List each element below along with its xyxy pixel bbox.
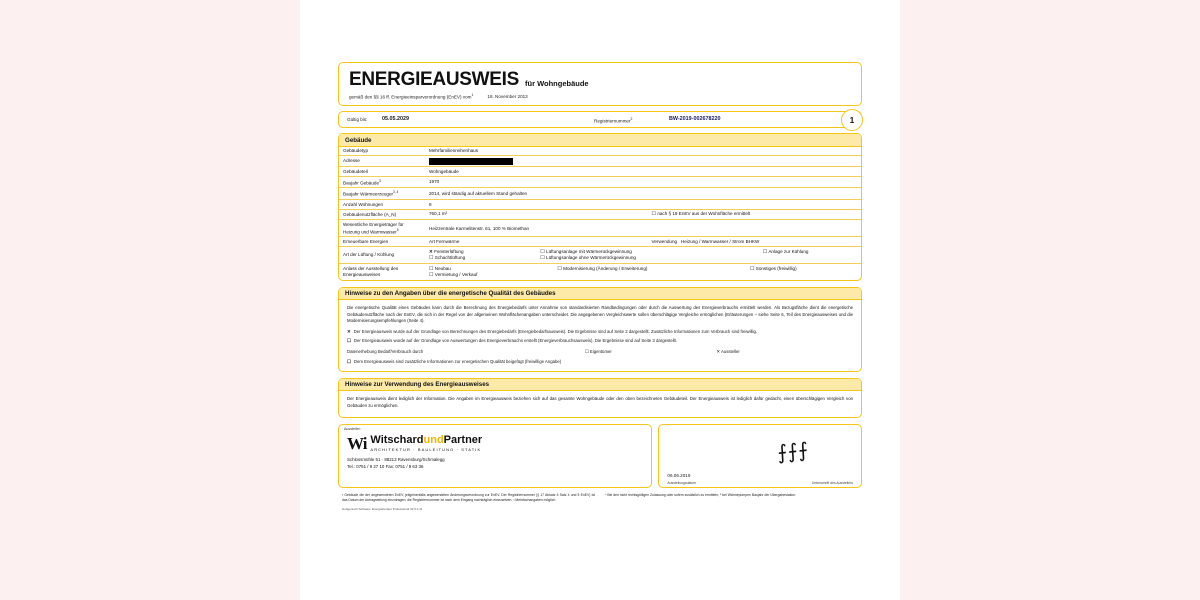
occasion-options: [429, 266, 857, 279]
legal-superscript: 1: [471, 92, 474, 97]
row-label-superscript: 5: [396, 227, 399, 232]
issue-date: 06.06.2019: [667, 473, 691, 479]
ventilation-option-label: Fensterlüftung: [434, 249, 464, 254]
row-label: Gebäudetyp: [343, 148, 369, 154]
row-value: 1970: [425, 177, 861, 188]
data-collection-issuer-label: Aussteller: [720, 349, 740, 355]
checkbox-icon[interactable]: ☐: [429, 254, 434, 261]
table-row: [339, 147, 861, 156]
document-page: [300, 0, 900, 600]
row-label: Gebäudeteil: [339, 167, 425, 177]
table-row: [339, 264, 861, 280]
registration-number: BW-2019-002678220: [669, 116, 721, 122]
renewables-row: [429, 239, 857, 245]
usage-notes-section: [338, 378, 862, 418]
checkbox-checked-icon[interactable]: ✕: [429, 249, 433, 254]
area-value-row: [429, 211, 857, 217]
quality-option-bedarf-label: Der Energieausweis wurde auf der Grundlage von Berechnungen des Energiebedarfs (Energiebedarfsausweis). Die Ergebnisse sind auf Seite 2 dargestellt. Zusätzliche Informationen zum Verbrauch sind freiwillig.: [353, 328, 758, 334]
row-label-text: Baujahr Wärmeerzeuger: [343, 191, 394, 197]
program-credit: Hottgenroth Software, Energieberater Professional 32.6.2.11: [342, 507, 423, 512]
ventilation-option[interactable]: [763, 249, 857, 255]
ventilation-col-1: [429, 249, 540, 262]
checkbox-icon[interactable]: ☐: [749, 265, 755, 272]
row-value-redacted: [425, 156, 861, 167]
checkbox-icon[interactable]: ☐: [651, 211, 657, 218]
row-label: [339, 188, 425, 199]
row-label-text: Baujahr Gebäude: [343, 180, 380, 186]
data-collection-owner[interactable]: [585, 349, 717, 355]
renewables-usage: [652, 239, 760, 245]
occasion-option-label: Sonstiges (freiwillig): [755, 265, 797, 271]
issuer-name: [370, 435, 482, 446]
renewables-usage-value: Heizung / Warmwasser / Strom BHKW: [680, 239, 760, 245]
usage-notes-paragraph: Der Energieausweis dient lediglich der Information. Die Angaben im Energieausweis beziehen sich auf das gesamte Wohngebäude oder den oben bezeichneten Gebäudeteil. Der Energieausweis ist lediglich dafür gedacht, einen überschlägigen Vergleich von Gebäuden zu ermöglichen.: [347, 396, 853, 408]
row-value: 2014, wird ständig auf aktuellem Stand gehalten: [425, 188, 861, 199]
issue-date-caption: Ausstellungsdatum: [667, 481, 697, 486]
page-title: ENERGIEAUSWEIS: [349, 69, 519, 90]
energieausweis-sheet: [338, 62, 862, 586]
checkbox-icon[interactable]: ☐: [347, 338, 351, 344]
row-value: Heizzentrale Karmelitenstr. 61, 100 % Biomethan: [425, 220, 861, 237]
checkbox-icon[interactable]: ☐: [584, 349, 589, 355]
row-label-superscript: 3: [379, 178, 381, 183]
title-line: [349, 70, 851, 89]
page-subtitle: für Wohngebäude: [525, 79, 589, 88]
building-table: [339, 147, 861, 280]
row-label: [339, 220, 425, 237]
issuer-logo-icon: Wi: [347, 434, 367, 454]
quality-option-additional[interactable]: [339, 359, 861, 370]
quality-notes-section: [338, 287, 862, 372]
ventilation-col-2: [540, 249, 763, 262]
row-value: Mehrfamilienreihenhaus: [429, 148, 479, 154]
ventilation-option[interactable]: [429, 255, 540, 261]
row-label: Anlass der Ausstellung des Energieausweises: [339, 264, 425, 280]
checkbox-icon[interactable]: ☐: [762, 249, 768, 255]
row-value: [425, 209, 861, 219]
row-value: 8: [425, 199, 861, 209]
validity-row: [338, 111, 862, 128]
header-block: [338, 62, 862, 106]
issuer-logo-row: [339, 431, 651, 452]
row-value: Wohngebäude: [425, 167, 861, 177]
occasion-col-3: [750, 266, 857, 279]
footnote-left: ³ Gebäude die der angewendeten EnEV, jeligeinenfalls angewendeten Änderungsverordnung zur EnEV. Der Registriernummer (§ 17 Absatz 4 Satz 4 und 5 EnEV) ist das Datum der Antragstellung einzutragen; die Registriernummer ist nach dem Eingang nachträglich einzusetzen. ² Mehrfachangaben möglich: [342, 493, 595, 503]
table-row: [339, 177, 861, 188]
area-method: [652, 211, 751, 217]
ventilation-option-label: Lüftungsanlage ohne Wärmerückgewinnung: [546, 255, 636, 261]
occasion-option-label: Vermietung / Verkauf: [434, 271, 478, 277]
redaction-bar: [429, 158, 513, 165]
quality-option-bedarf[interactable]: [339, 329, 861, 338]
page-number-badge: 1: [841, 109, 863, 131]
issuer-address: [339, 452, 651, 470]
table-row: [339, 188, 861, 199]
issuer-block: [338, 424, 652, 488]
issuer-name-part2: Partner: [443, 434, 483, 447]
checkbox-checked-icon[interactable]: ✕: [347, 328, 351, 334]
issuer-name-part1: Witschard: [370, 434, 424, 447]
issuer-caption: Aussteller:: [344, 427, 361, 432]
signature-caption: Unterschrift des Ausstellers: [811, 481, 853, 486]
occasion-option[interactable]: [557, 266, 750, 272]
occasion-option[interactable]: [750, 266, 857, 272]
occasion-col-1: [429, 266, 557, 279]
ventilation-option-label: Anlage zur Kühlung: [768, 249, 809, 254]
footnotes: [338, 493, 862, 503]
building-section-title: Gebäude: [339, 134, 861, 147]
quality-option-verbrauch-label: Der Energieausweis wurde auf der Grundlage von Auswertungen des Energieverbrauchs erstellt (Energieverbrauchsausweis). Die Ergebnisse sind auf Seite 3 dargestellt.: [353, 338, 678, 344]
checkbox-icon[interactable]: ☐: [429, 265, 434, 272]
issuer-name-and: und: [423, 434, 444, 447]
quality-option-verbrauch[interactable]: [339, 338, 861, 347]
signature-image: ⨍⨍⨍: [776, 439, 810, 465]
occasion-option[interactable]: [429, 272, 557, 278]
registration-superscript: 2: [630, 117, 633, 121]
validity-value: 05.05.2029: [382, 116, 409, 122]
table-row: [339, 199, 861, 209]
occasion-option-label: Modernisierung (Änderung / Erweiterung): [563, 265, 648, 271]
ventilation-options: [429, 249, 857, 262]
row-label: Adresse: [339, 156, 425, 167]
renewables-usage-label: Verwendung: [651, 239, 678, 245]
ventilation-option-label: Schachtlüftung: [434, 254, 466, 260]
legal-text: gemäß den §§ 16 ff. Energieeinsparverordnung (EnEV) vom: [349, 94, 472, 100]
ventilation-option-label: Lüftungsanlage mit Wärmerückgewinnung: [546, 249, 632, 254]
table-row: [339, 156, 861, 167]
quality-notes-title: Hinweise zu den Angaben über die energetische Qualität des Gebäudes: [339, 288, 861, 301]
checkbox-checked-icon[interactable]: ✕: [716, 349, 720, 355]
table-row: [339, 247, 861, 264]
footnote-right: ⁴ Bei den nicht rechtsgültigen Zulassung oder sofern zusätzlich zu ermitteln; ⁵ bei Wärmepumpen Baujahr der Übergabestation.: [605, 493, 797, 498]
registration-label-text: Registriernummer: [594, 118, 631, 124]
issuer-address-line1: Schlossmühle 51 · 88213 Ravensburg/Schmalegg: [347, 457, 445, 463]
checkbox-icon[interactable]: ☐: [429, 271, 434, 278]
ventilation-col-3: [763, 249, 857, 262]
checkbox-icon[interactable]: ☐: [540, 249, 545, 255]
area-method-label: nach § 19 EnEV aus der Wohnfläche ermittelt: [657, 211, 751, 217]
building-section: [338, 133, 862, 281]
checkbox-icon[interactable]: ☐: [540, 255, 545, 262]
renewables-type: Art Fernwärme: [429, 239, 460, 245]
row-value: [425, 264, 861, 280]
table-row: [339, 209, 861, 219]
occasion-option-label: Neubau: [434, 265, 451, 271]
area-value: 760,1 m²: [429, 211, 448, 217]
row-label-superscript: 3, 4: [393, 190, 399, 195]
signature-block: [658, 424, 862, 488]
data-collection-issuer[interactable]: [716, 349, 853, 355]
validity-label: Gültig bis:: [347, 117, 368, 122]
checkbox-icon[interactable]: ☐: [347, 359, 351, 365]
row-label: [339, 177, 425, 188]
row-value: [425, 247, 861, 264]
table-row: [339, 167, 861, 177]
quality-notes-paragraph: Die energetische Qualität eines Gebäudes kann durch die Berechnung des Energiebedarfs unter Annahme von standardisierten Randbedingungen oder durch die Auswertung des Energieverbrauchs ermittelt werden. Als Bezugsfläche dient die energetische Gebäudenutzfläche nach der EnEV, die sich in der Regel von der allgemeinen Wohnflächenangaben unterscheidet. Die angegebenen Vergleichswerte sollen überschlägige Vergleiche ermöglichen (Erläuterungen – siehe Seite 6, Teil des Energieausweises und die Modernisierungsempfehlungen (Seite 4).: [347, 305, 853, 324]
legal-date: 18. November 2013: [487, 94, 528, 100]
issuer-disciplines: ARCHITEKTUR · BAULEITUNG · STATIK: [370, 447, 482, 453]
row-label: Erneuerbare Energien: [339, 237, 425, 247]
issuer-address-line2: Tel.: 0751 / 9 27 10 Fax: 0751 / 9 63 36: [347, 463, 424, 469]
checkbox-icon[interactable]: ☐: [557, 265, 562, 272]
row-value: [425, 237, 861, 247]
data-collection-owner-label: Eigentümer: [589, 349, 612, 355]
row-label: Gebäudenutzfläche (A_N): [339, 209, 425, 219]
data-collection-row: [339, 347, 861, 359]
data-collection-label: Datenerhebung Bedarf/Verbrauch durch: [347, 349, 424, 355]
ventilation-option[interactable]: [540, 255, 763, 261]
usage-notes-title: Hinweise zur Verwendung des Energieausweises: [339, 379, 861, 392]
quality-option-additional-label: Dem Energieausweis sind zusätzliche Informationen zur energetischen Qualität beigefügt (freiwillige Angabe): [353, 359, 562, 365]
row-label-text: Wesentliche Energieträger für Heizung und Warmwasser: [343, 221, 404, 235]
table-row: [339, 237, 861, 247]
issuer-name-block: [370, 435, 482, 452]
row-label: Art der Lüftung / Kühlung: [339, 247, 425, 264]
registration-label: [594, 117, 632, 124]
row-label: Anzahl Wohnungen: [339, 199, 425, 209]
issuer-footer: [338, 424, 862, 488]
legal-reference: [349, 93, 851, 100]
table-row: [339, 220, 861, 237]
occasion-col-2: [557, 266, 750, 279]
